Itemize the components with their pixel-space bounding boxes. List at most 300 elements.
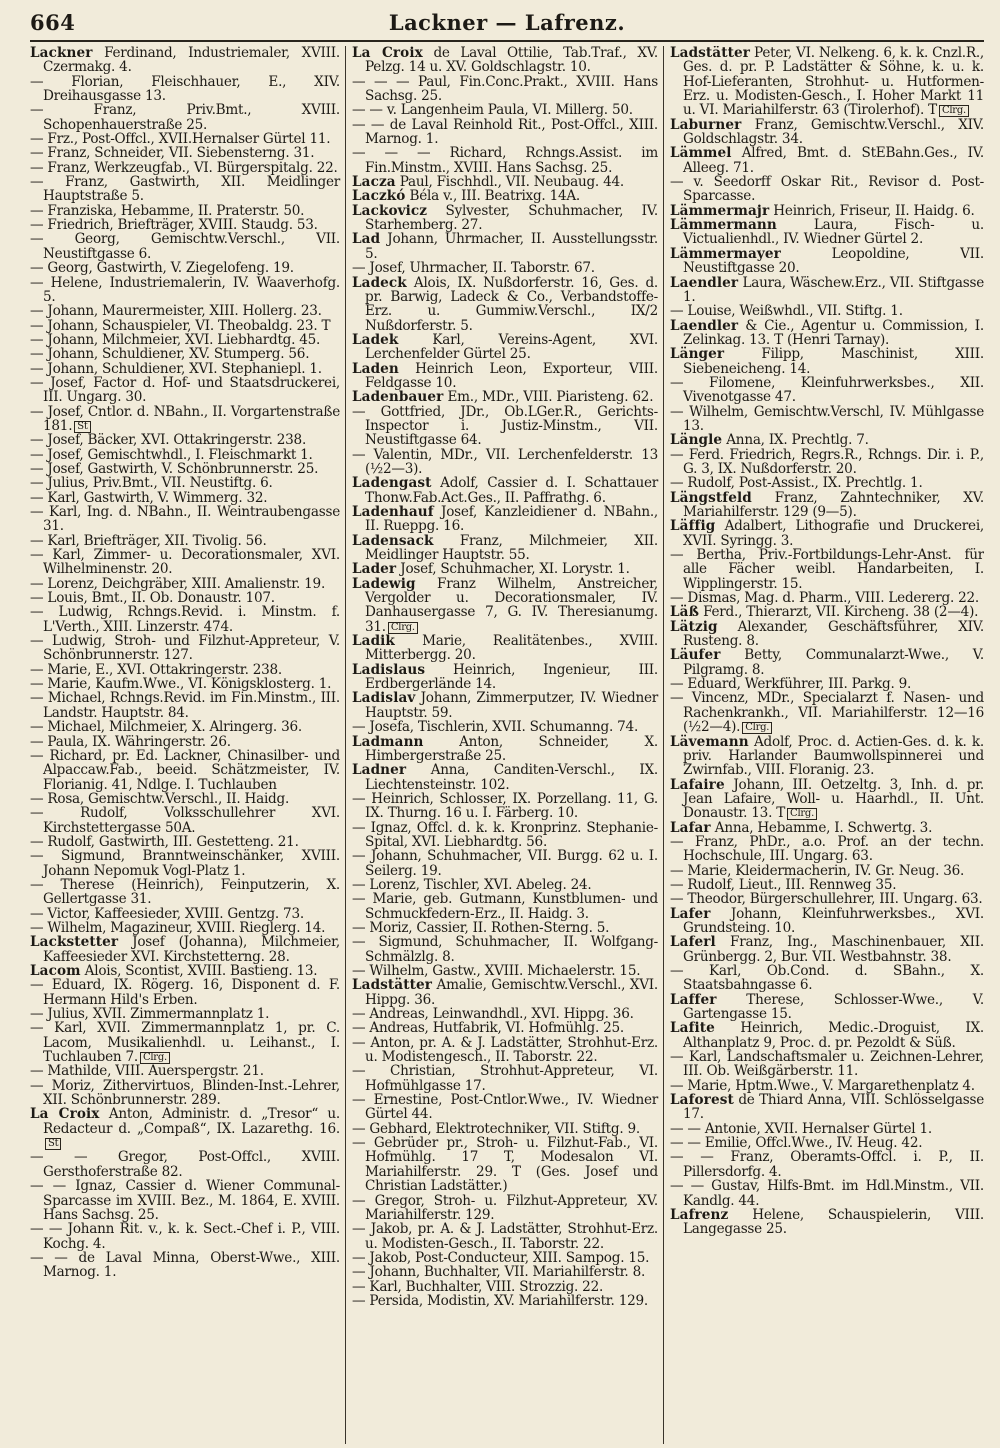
- entry-text: — Johann, Buchhalter, VII. Mariahilferstr. 8.: [352, 1264, 646, 1281]
- entry-text: Franz, Gemischtw.Verschl., XIV. Goldschlagstr. 34.: [683, 116, 984, 148]
- entry-text: — — Emilie, Offcl.Wwe., IV. Heug. 42.: [670, 1135, 923, 1152]
- entry-surname: Ladensack: [352, 532, 434, 549]
- entry-text: Anna, IX. Prechtlg. 7.: [722, 432, 869, 449]
- entry-surname: Ladewig: [352, 575, 416, 592]
- entry-text: — Paula, IX. Währingerstr. 26.: [30, 733, 231, 750]
- entry-text: — Karl, Landschaftsmaler u. Zeichnen-Lehrer, III. Ob. Weißgärberstr. 11.: [670, 1049, 984, 1080]
- entry-surname: Lackner: [30, 46, 93, 61]
- directory-entry: [670, 1208, 984, 1237]
- entry-text: — Bertha, Priv.-Fortbildungs-Lehr-Anst. für alle Fächer weibl. Handarbeiten, I. Wipplingerstr. 15.: [670, 547, 984, 592]
- entry-text: — Ludwig, Rchngs.Revid. i. Minstm. f. L'Verth., XIII. Linzerstr. 474.: [30, 604, 340, 635]
- entry-text: — — v. Langenheim Paula, VI. Millerg. 50.: [352, 102, 633, 119]
- directory-entry: [670, 691, 984, 734]
- entry-text: — Gebrüder pr., Stroh- u. Filzhut-Fab., VI. Hofmühlg. 17 T, Modesalon VI. Mariahilferstr. 29. T (Ges. Josef und Christian Ladstätter.): [352, 1135, 658, 1195]
- directory-entry: [352, 1136, 658, 1193]
- entry-text: — Anton, pr. A. & J. Ladstätter, Strohhut-Erz. u. Modistengesch., II. Taborstr. 22.: [352, 1034, 658, 1066]
- directory-entry: [352, 1036, 658, 1065]
- entry-text: de Thiard Anna, VIII. Schlösselgasse 17.: [683, 1092, 984, 1123]
- directory-entry: [30, 691, 340, 720]
- entry-text: — Rudolf, Gastwirth, III. Gestetteng. 21.: [30, 833, 299, 850]
- entry-text: Franz, Milchmeier, XII. Meidlinger Hauptstr. 55.: [365, 532, 658, 564]
- directory-entry: [352, 146, 658, 175]
- directory-entry: [352, 792, 658, 821]
- entry-text: — Karl, Buchhalter, VIII. Strozzig. 22.: [352, 1278, 604, 1295]
- directory-entry: [352, 577, 658, 634]
- entry-text: — — de Laval Reinhold Rit., Post-Offcl., XIII. Marnog. 1.: [352, 116, 658, 148]
- directory-entry: [30, 921, 340, 935]
- entry-text: — — Franz, Oberamts-Offcl. i. P., II. Pillersdorfg. 4.: [670, 1149, 984, 1180]
- entry-text: — Johann, Schuldiener, XVI. Stephaniepl. 1.: [30, 360, 322, 377]
- directory-entry: [30, 1079, 340, 1108]
- directory-entry: [670, 276, 984, 305]
- entry-text: — Gregor, Stroh- u. Filzhut-Appreteur, XV. Mariahilferstr. 129.: [352, 1192, 658, 1223]
- directory-entry: [670, 993, 984, 1022]
- entry-text: Betty, Communalarzt-Wwe., V. Pilgramg. 8.: [683, 647, 984, 678]
- entry-text: Ferdinand, Industriemaler, XVIII. Czermakg. 4.: [43, 46, 340, 76]
- entry-text: — Richard, pr. Ed. Lackner, Chinasilber- und Alpaccaw.Fab., beeid. Schätzmeister, IV. Florianig. 41, Ndlge. I. Tuchlauben: [30, 747, 340, 793]
- directory-entry: [352, 1007, 658, 1021]
- directory-entry: [670, 1093, 984, 1122]
- directory-entry: [30, 161, 340, 175]
- entry-text: — Franz, Gastwirth, XII. Meidlinger Hauptstraße 5.: [30, 174, 340, 205]
- entry-surname: La Croix: [30, 1106, 100, 1123]
- entry-text: — — — Richard, Rchngs.Assist. im Fin.Minstm., XVIII. Hans Sachsg. 25.: [352, 145, 658, 176]
- directory-entry: [30, 605, 340, 634]
- entry-text: — Johann, Schauspieler, VI. Theobaldg. 23. T: [30, 317, 331, 334]
- directory-entry: [352, 75, 658, 104]
- entry-text: — Wilhelm, Gastw., XVIII. Michaelerstr. 15.: [352, 963, 641, 979]
- directory-entry: [352, 534, 658, 563]
- entry-text: Paul, Fischhdl., VII. Neubaug. 44.: [395, 174, 624, 191]
- directory-entry: [352, 232, 658, 261]
- entry-text: — Josefa, Tischlerin, XVII. Schumanng. 74.: [352, 719, 639, 736]
- entry-surname: Läufer: [670, 647, 721, 664]
- entry-surname: Lafer: [670, 905, 711, 922]
- entry-text: — Wilhelm, Magazineur, XVIII. Rieglerg. 14.: [30, 919, 326, 936]
- directory-entry: [30, 218, 340, 232]
- directory-entry: [670, 907, 984, 936]
- entry-surname: Lafaire: [670, 776, 725, 793]
- entry-text: — v. Seedorff Oskar Rit., Revisor d. Post-Sparcasse.: [670, 174, 984, 205]
- entry-text: Franz Wilhelm, Anstreicher, Vergolder u. Decorationsmaler, IV. Danhausergasse 7, G. IV. Theresianumg. 31.: [365, 575, 658, 635]
- entry-surname: Ladik: [352, 633, 395, 650]
- directory-entry: [30, 634, 340, 663]
- directory-entry: [670, 1179, 984, 1208]
- entry-text: — Josef, Gastwirth, V. Schönbrunnerstr. 25.: [30, 460, 319, 477]
- directory-entry: [670, 376, 984, 405]
- directory-entry: [352, 763, 658, 792]
- entry-text: — Lorenz, Tischler, XVI. Abeleg. 24.: [352, 876, 592, 893]
- directory-entry: [30, 720, 340, 734]
- entry-text: — — Antonie, XVII. Hernalser Gürtel 1.: [670, 1120, 932, 1137]
- entry-text: — Ernestine, Post-Cntlor.Wwe., IV. Wiedner Gürtel 44.: [352, 1092, 658, 1123]
- directory-entry: [352, 562, 658, 576]
- directory-entry: [352, 1265, 658, 1279]
- entry-surname: Ladenhauf: [352, 504, 434, 520]
- directory-entry: [352, 189, 658, 203]
- directory-entry: [352, 1093, 658, 1122]
- entry-text: Marie, Realitätenbes., XVIII. Mitterbergg. 20.: [365, 633, 658, 664]
- directory-entry: [670, 118, 984, 147]
- entry-text: — Karl, Briefträger, XII. Tivolig. 56.: [30, 532, 267, 549]
- directory-entry: [352, 849, 658, 878]
- directory-entry: [352, 1194, 658, 1223]
- entry-text: — Theodor, Bürgerschullehrer, III. Ungarg. 63.: [670, 891, 983, 908]
- entry-surname: Ladstätter: [670, 46, 750, 61]
- entry-badge: St: [74, 421, 90, 433]
- entry-text: — — Gustav, Hilfs-Bmt. im Hdl.Minstm., VII. Kandlg. 44.: [670, 1178, 984, 1209]
- directory-entry: [670, 1122, 984, 1136]
- entry-text: Anna, Hebamme, I. Schwertg. 3.: [710, 819, 933, 836]
- entry-text: — Eduard, Werkführer, III. Parkg. 9.: [670, 676, 912, 693]
- directory-entry: [352, 735, 658, 764]
- directory-entry: [670, 304, 984, 318]
- entry-surname: Laburner: [670, 116, 742, 133]
- entry-surname: Lämmermajr: [670, 202, 770, 219]
- entry-text: Alexander, Geschäftsführer, XIV. Rusteng. 8.: [683, 618, 984, 650]
- entry-badge: Clrg.: [939, 105, 969, 117]
- directory-entry: [30, 1251, 340, 1280]
- entry-text: — Johann, Maurermeister, XIII. Hollerg. 23.: [30, 303, 322, 320]
- entry-text: — Heinrich, Schlosser, IX. Porzellang. 11, G. IX. Thurng. 16 u. I. Färberg. 10.: [352, 790, 658, 822]
- entry-text: — Franz, Schneider, VII. Siebensterng. 31.: [30, 145, 315, 162]
- directory-entry: [352, 362, 658, 391]
- entry-text: Johann, Kleinfuhrwerksbes., XVI. Grundsteing. 10.: [683, 905, 984, 936]
- directory-entry: [352, 978, 658, 1007]
- directory-entry: [352, 691, 658, 720]
- entry-surname: Lafrenz: [670, 1206, 729, 1223]
- directory-entry: [670, 778, 984, 821]
- entry-surname: Laendler: [670, 274, 739, 291]
- entry-text: — Johann, Milchmeier, XVI. Liebhardtg. 45.: [30, 331, 321, 348]
- entry-text: Alois, IX. Nußdorferstr. 16, Ges. d. pr. Barwig, Ladeck & Co., Verbandstoffe-Erz. u. Gummiw.Verschl., IX/2 Nußdorferstr. 5.: [365, 274, 658, 334]
- directory-entry: [352, 390, 658, 404]
- entry-text: Anton, Schneider, X. Himbergerstraße 25.: [365, 733, 658, 764]
- directory-entry: [670, 204, 984, 218]
- directory-entry: [30, 347, 340, 361]
- entry-text: Filipp, Maschinist, XIII. Siebeneicheng. 14.: [683, 346, 984, 377]
- entry-text: — Georg, Gemischtw.Verschl., VII. Neustiftgasse 6.: [30, 231, 340, 262]
- directory-entry: [30, 978, 340, 1007]
- directory-entry: [30, 319, 340, 333]
- entry-text: — Friedrich, Briefträger, XVIII. Staudg. 53.: [30, 217, 318, 234]
- directory-entry: [670, 1050, 984, 1079]
- column-3: [663, 46, 984, 1444]
- entry-badge: Clrg.: [140, 1052, 170, 1064]
- entry-surname: Lad: [352, 231, 381, 248]
- directory-entry: [30, 75, 340, 104]
- entry-text: Franz, Zahntechniker, XV. Mariahilferstr. 129 (9—5).: [683, 489, 984, 520]
- entry-text: Em., MDr., VIII. Piaristeng. 62.: [443, 389, 654, 406]
- entry-text: — Jakob, pr. A. & J. Ladstätter, Strohhut-Erz. u. Modisten-Gesch., II. Taborstr. 22.: [352, 1221, 658, 1252]
- entry-text: — Mathilde, VIII. Auerspergstr. 21.: [30, 1063, 264, 1080]
- directory-entry: [30, 175, 340, 204]
- entry-text: Franz, Ing., Maschinenbauer, XII. Grünbergg. 2, Bur. VII. Westbahnstr. 38.: [683, 934, 984, 965]
- directory-entry: [30, 276, 340, 305]
- entry-text: — Rudolf, Volksschullehrer XVI. Kirchstettergasse 50A.: [30, 805, 340, 836]
- directory-entry: [352, 634, 658, 663]
- entry-surname: Ladislaus: [352, 661, 426, 678]
- entry-text: — Moriz, Zithervirtuos, Blinden-Inst.-Lehrer, XII. Schönbrunnerstr. 289.: [30, 1077, 340, 1109]
- entry-text: Anna, Canditen-Verschl., IX. Liechtensteinstr. 102.: [365, 762, 658, 793]
- entry-text: — Karl, XVII. Zimmermannplatz 1, pr. C. Lacom, Musikalienhdl. u. Leihanst., I. Tuchlauben 7.: [30, 1020, 340, 1066]
- directory-entry: [670, 433, 984, 447]
- entry-text: — Franz, Priv.Bmt., XVIII. Schopenhauerstraße 25.: [30, 102, 340, 133]
- directory-entry: [352, 261, 658, 275]
- entry-surname: Lackstetter: [30, 934, 119, 951]
- directory-entry: [30, 433, 340, 447]
- directory-entry: [30, 591, 340, 605]
- directory-entry: [352, 448, 658, 477]
- entry-text: — Eduard, IX. Rögerg. 16, Disponent d. F. Hermann Hild's Erben.: [30, 977, 340, 1008]
- directory-entry: [670, 247, 984, 276]
- directory-entry: [30, 878, 340, 907]
- directory-entry: [30, 1179, 340, 1222]
- entry-text: Heinrich Leon, Exporteur, VIII. Feldgasse 10.: [365, 360, 658, 391]
- entry-text: Peter, VI. Nelkeng. 6, k. k. Cnzl.R., Ges. d. pr. P. Ladstätter & Söhne, k. u. k. Hof-Lieferanten, Strohhut- u. Hutformen-Erz. u. Modisten-Gesch., I. Hoher Markt 11 u. VI. Mariahilferstr. 63 (Tirolerhof). T: [683, 46, 984, 119]
- entry-surname: Längle: [670, 432, 723, 449]
- directory-entry: [670, 46, 984, 118]
- directory-entry: [30, 491, 340, 505]
- directory-entry: [352, 1251, 658, 1265]
- entry-badge: Clrg.: [787, 808, 817, 820]
- entry-text: — Rosa, Gemischtw.Verschl., II. Haidg.: [30, 790, 290, 807]
- directory-entry: [352, 921, 658, 935]
- directory-entry: [352, 720, 658, 734]
- directory-entry: [30, 749, 340, 792]
- directory-entry: [670, 218, 984, 247]
- entry-surname: Läffig: [670, 518, 716, 535]
- entry-surname: Ladmann: [352, 733, 424, 750]
- directory-entry: [670, 677, 984, 691]
- directory-entry: [352, 505, 658, 534]
- directory-entry: [30, 907, 340, 921]
- directory-entry: [670, 648, 984, 677]
- entry-text: Josef, Kanzleidiener d. NBahn., II. Rueppg. 16.: [365, 504, 658, 535]
- entry-text: — — Johann Rit. v., k. k. Sect.-Chef i. P., VIII. Kochg. 4.: [30, 1221, 340, 1252]
- directory-entry: [30, 304, 340, 318]
- directory-entry: [670, 405, 984, 434]
- directory-entry: [30, 1064, 340, 1078]
- column-container: [30, 46, 984, 1444]
- entry-text: — Marie, Hptm.Wwe., V. Margarethenplatz 4.: [670, 1077, 975, 1094]
- directory-entry: [30, 103, 340, 132]
- entry-surname: Ladislav: [352, 690, 416, 707]
- directory-entry: [670, 1021, 984, 1050]
- entry-text: Adolf, Proc. d. Actien-Ges. d. k. k. priv. Harlander Baumwollspinnerei und Zwirnfab., VIII. Floranig. 23.: [683, 733, 984, 779]
- entry-text: Heinrich, Ingenieur, III. Erdbergerlände 14.: [365, 661, 658, 693]
- directory-entry: [352, 935, 658, 964]
- directory-entry: [30, 835, 340, 849]
- entry-text: — Victor, Kaffeesieder, XVIII. Gentzg. 73.: [30, 905, 304, 922]
- entry-text: — Johann, Schuhmacher, VII. Burgg. 62 u. I. Seilerg. 19.: [352, 848, 658, 879]
- entry-text: Adalbert, Lithografie und Druckerei, XVII. Syringg. 3.: [683, 518, 984, 549]
- directory-entry: [670, 620, 984, 649]
- directory-entry: [352, 878, 658, 892]
- entry-surname: Laden: [352, 360, 399, 377]
- entry-surname: Ladenbauer: [352, 389, 444, 406]
- entry-text: — Louis, Bmt., II. Ob. Donaustr. 107.: [30, 590, 275, 607]
- entry-text: — Filomene, Kleinfuhrwerksbes., XII. Vivenotgasse 47.: [670, 374, 984, 406]
- entry-text: — Moriz, Cassier, II. Rothen-Sterng. 5.: [352, 919, 610, 936]
- entry-surname: Läß: [670, 604, 699, 621]
- entry-text: — Rudolf, Lieut., III. Rennweg 35.: [670, 876, 897, 893]
- directory-entry: [30, 1222, 340, 1251]
- entry-text: — — — Paul, Fin.Conc.Prakt., XVIII. Hans Sachsg. 25.: [352, 73, 658, 105]
- entry-text: — Franz, PhDr., a.o. Prof. an der techn. Hochschule, III. Ungarg. 63.: [670, 833, 984, 865]
- directory-entry: [30, 362, 340, 376]
- entry-text: — Marie, geb. Gutmann, Kunstblumen- und Schmuckfedern-Erz., II. Haidg. 3.: [352, 891, 658, 922]
- entry-text: — Julius, XVII. Zimmermannplatz 1.: [30, 1006, 270, 1023]
- directory-entry: [30, 849, 340, 878]
- directory-entry: [352, 204, 658, 233]
- entry-surname: Lätzig: [670, 618, 718, 635]
- directory-entry: [670, 1079, 984, 1093]
- entry-text: — Johann, Schuldiener, XV. Stumperg. 56.: [30, 346, 310, 363]
- entry-surname: Laczkó: [352, 188, 406, 205]
- directory-entry: [30, 405, 340, 434]
- entry-text: — Marie, E., XVI. Ottakringerstr. 238.: [30, 661, 282, 678]
- directory-entry: [30, 505, 340, 534]
- entry-text: — Ludwig, Stroh- und Filzhut-Appreteur, V. Schönbrunnerstr. 127.: [30, 633, 340, 664]
- directory-entry: [352, 1280, 658, 1294]
- directory-entry: [670, 935, 984, 964]
- entry-text: Anton, Administr. d. „Tresor“ u. Redacteur d. „Compaß“, IX. Lazarethg. 16.: [43, 1106, 341, 1137]
- entry-badge: Clrg.: [742, 722, 772, 734]
- directory-entry: [30, 534, 340, 548]
- entry-text: Heinrich, Friseur, II. Haidg. 6.: [769, 202, 975, 219]
- directory-entry: [670, 892, 984, 906]
- entry-surname: Länger: [670, 346, 725, 363]
- entry-surname: Ladeck: [352, 274, 407, 291]
- entry-text: Ferd., Thierarzt, VII. Kircheng. 38 (2—4).: [699, 604, 979, 621]
- directory-entry: [30, 261, 340, 275]
- directory-entry: [352, 476, 658, 505]
- entry-text: — Josef, Gemischtwhdl., I. Fleischmarkt 1.: [30, 446, 313, 463]
- entry-text: — Louise, Weißwhdl., VII. Stiftg. 1.: [670, 303, 903, 320]
- entry-text: — Wilhelm, Gemischtw.Verschl, IV. Mühlgasse 13.: [670, 403, 984, 434]
- entry-surname: Lacom: [30, 963, 81, 979]
- directory-entry: [30, 204, 340, 218]
- directory-entry: [670, 175, 984, 204]
- entry-text: Johann, Zimmerputzer, IV. Wiedner Hauptstr. 59.: [365, 690, 658, 721]
- entry-text: Johann, Uhrmacher, II. Ausstellungsstr. 5.: [365, 231, 658, 262]
- directory-entry: [30, 964, 340, 978]
- entry-surname: Lackovicz: [352, 202, 428, 219]
- entry-text: — Josef, Uhrmacher, II. Taborstr. 67.: [352, 260, 595, 277]
- entry-surname: Lämmel: [670, 145, 732, 162]
- entry-text: — Josef, Bäcker, XVI. Ottakringerstr. 238.: [30, 432, 307, 449]
- entry-text: — Helene, Industriemalerin, IV. Waaverhofg. 5.: [30, 274, 340, 305]
- directory-entry: [30, 1007, 340, 1021]
- entry-text: — Florian, Fleischhauer, E., XIV. Dreihausgasse 13.: [30, 73, 340, 105]
- directory-entry: [352, 663, 658, 692]
- entry-surname: Ladengast: [352, 475, 432, 492]
- directory-entry: [352, 1021, 658, 1035]
- directory-entry: [670, 964, 984, 993]
- directory-entry: [670, 605, 984, 619]
- directory-entry: [30, 677, 340, 691]
- entry-text: — Michael, Milchmeier, X. Alringerg. 36.: [30, 719, 302, 736]
- entry-text: — Ferd. Friedrich, Regrs.R., Rchngs. Dir. i. P., G. 3, IX. Nußdorferstr. 20.: [670, 446, 984, 477]
- page-header: [30, 6, 984, 42]
- entry-text: — Franz, Werkzeugfab., VI. Bürgerspitalg. 22.: [30, 159, 338, 176]
- entry-text: Sylvester, Schuhmacher, IV. Starhemberg. 27.: [365, 202, 658, 234]
- entry-text: — Michael, Rchngs.Revid. im Fin.Minstm., III. Landstr. Hauptstr. 84.: [30, 690, 340, 721]
- entry-text: — Vincenz, MDr., Specialarzt f. Nasen- und Rachenkrankh., VII. Mariahilferstr. 12—16 (½2—4).: [670, 690, 984, 736]
- running-head: Lackner — Lafrenz.: [388, 10, 626, 35]
- directory-entry: [30, 376, 340, 405]
- entry-badge: St: [45, 1138, 61, 1150]
- entry-surname: Lävemann: [670, 733, 749, 750]
- entry-text: Helene, Schauspielerin, VIII. Langegasse 25.: [683, 1206, 984, 1238]
- entry-text: — — Gregor, Post-Offcl., XVIII. Gersthoferstraße 82.: [30, 1149, 340, 1180]
- directory-entry: [30, 333, 340, 347]
- directory-entry: [352, 333, 658, 362]
- entry-surname: Lafar: [670, 819, 711, 836]
- entry-text: — Persida, Modistin, XV. Mariahilferstr. 129.: [352, 1292, 648, 1309]
- entry-text: — Karl, Ing. d. NBahn., II. Weintraubengasse 31.: [30, 504, 340, 535]
- entry-surname: Ladstätter: [352, 977, 432, 994]
- entry-text: — Therese (Heinrich), Feinputzerin, X. Gellertgasse 31.: [30, 876, 340, 908]
- entry-text: — Karl, Gastwirth, V. Wimmerg. 32.: [30, 489, 268, 506]
- directory-entry: [670, 1136, 984, 1150]
- entry-text: — — de Laval Minna, Oberst-Wwe., XIII. Marnog. 1.: [30, 1249, 340, 1281]
- directory-entry: [30, 462, 340, 476]
- entry-text: — Valentin, MDr., VII. Lerchenfelderstr. 13 (½2—3).: [352, 446, 658, 477]
- directory-entry: [30, 548, 340, 577]
- directory-entry: [670, 519, 984, 548]
- page-number: 664: [30, 10, 76, 35]
- entry-text: Béla v., III. Beatrixg. 14A.: [405, 188, 581, 205]
- entry-text: — Josef, Cntlor. d. NBahn., II. Vorgartenstraße 181.: [30, 403, 340, 434]
- entry-text: — Andreas, Hutfabrik, VI. Hofmühlg. 25.: [352, 1020, 624, 1037]
- entry-text: — Jakob, Post-Conducteur, XIII. Sampog. 15.: [352, 1249, 650, 1266]
- entry-text: — Frz., Post-Offcl., XVII.Hernalser Gürtel 11.: [30, 131, 331, 148]
- directory-entry: [30, 663, 340, 677]
- column-2: [345, 46, 663, 1444]
- entry-surname: Laffer: [670, 991, 717, 1008]
- directory-entry: [30, 735, 340, 749]
- entry-text: — Andreas, Leinwandhdl., XVI. Hippg. 36.: [352, 1006, 634, 1023]
- entry-text: — Ignaz, Offcl. d. k. k. Kronprinz. Stephanie-Spital, XVI. Liebhardtg. 56.: [352, 819, 658, 850]
- directory-entry: [670, 476, 984, 490]
- directory-entry: [30, 935, 340, 964]
- entry-text: Leopoldine, VII. Neustiftgasse 20.: [683, 245, 984, 277]
- directory-entry: [670, 735, 984, 778]
- entry-surname: Ladek: [352, 331, 399, 348]
- entry-surname: Laferl: [670, 934, 716, 951]
- entry-text: Amalie, Gemischtw.Verschl., XVI. Hippg. 36.: [365, 977, 658, 1008]
- entry-text: — — Ignaz, Cassier d. Wiener Communal-Sparcasse im XVIII. Bez., M. 1864, E. XVIII. Hans Sachsg. 25.: [30, 1178, 340, 1223]
- directory-entry: [670, 835, 984, 864]
- entry-text: — Christian, Strohhut-Appreteur, VI. Hofmühlgasse 17.: [352, 1063, 658, 1094]
- entry-surname: Längstfeld: [670, 489, 752, 506]
- directory-entry: [30, 1021, 340, 1064]
- directory-entry: [352, 1064, 658, 1093]
- directory-entry: [352, 46, 658, 75]
- directory-entry: [30, 132, 340, 146]
- entry-surname: Lämmermann: [670, 217, 777, 234]
- directory-entry: [352, 1122, 658, 1136]
- directory-entry: [30, 448, 340, 462]
- entry-surname: Lacza: [352, 174, 396, 191]
- directory-entry: [670, 347, 984, 376]
- entry-text: Alfred, Bmt. d. StEBahn.Ges., IV. Alleeg. 71.: [683, 145, 984, 176]
- directory-entry: [352, 103, 658, 117]
- entry-text: — Franziska, Hebamme, II. Praterstr. 50.: [30, 202, 305, 219]
- entry-text: — Karl, Ob.Cond. d. SBahn., X. Staatsbahngasse 6.: [670, 963, 984, 994]
